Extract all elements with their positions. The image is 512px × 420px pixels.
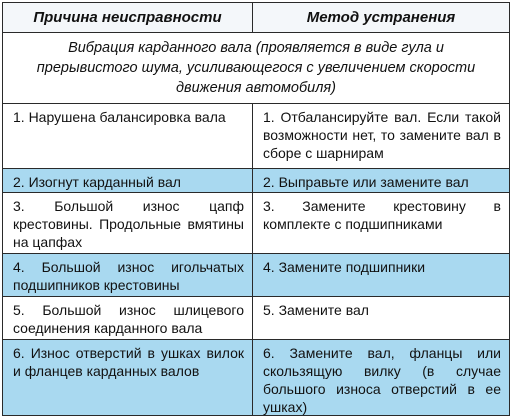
cause-cell: 6. Износ отверстий в ушках вилок и фланцев карданных валов [3, 340, 253, 415]
method-cell: 6. Замените вал, фланцы или скользящую вилку (в случае большого износа отверстий в ее ушках) [263, 345, 501, 415]
cause-cell: 1. Нарушена балансировка вала [3, 104, 253, 168]
method-cell: 3. Замените крестовину в комплекте с подшипниками [263, 198, 501, 232]
table-row [3, 104, 509, 169]
cause-cell: 3. Большой износ цапф крестовины. Продольные вмятины на цапфах [3, 193, 253, 253]
malfunction-table [2, 2, 510, 416]
method-cell: 5. Замените вал [263, 302, 369, 318]
cause-cell: 4. Большой износ игольчатых подшипников крестовины [3, 254, 253, 296]
header-cause: Причина неисправности [3, 3, 253, 32]
table-row [3, 169, 509, 193]
table-row [3, 297, 509, 340]
table-row [3, 254, 509, 297]
method-cell: 1. Отбалансируйте вал. Если такой возможности нет, то замените вал в сборе с шарнирам [263, 109, 501, 162]
header-method: Метод устранения [306, 9, 456, 27]
table-row [3, 340, 509, 415]
method-cell: 2. Выправьте или замените вал [263, 174, 469, 190]
cause-cell: 2. Изогнут карданный вал [3, 169, 253, 192]
cause-cell: 5. Большой износ шлицевого соединения карданного вала [3, 297, 253, 339]
table-header [3, 3, 509, 33]
section-title: Вибрация карданного вала (проявляется в виде гула и прерывистого шума, усиливающегося с увеличением скорости движения автомобиля) [3, 33, 509, 104]
table-row [3, 193, 509, 254]
method-cell: 4. Замените подшипники [263, 259, 426, 275]
